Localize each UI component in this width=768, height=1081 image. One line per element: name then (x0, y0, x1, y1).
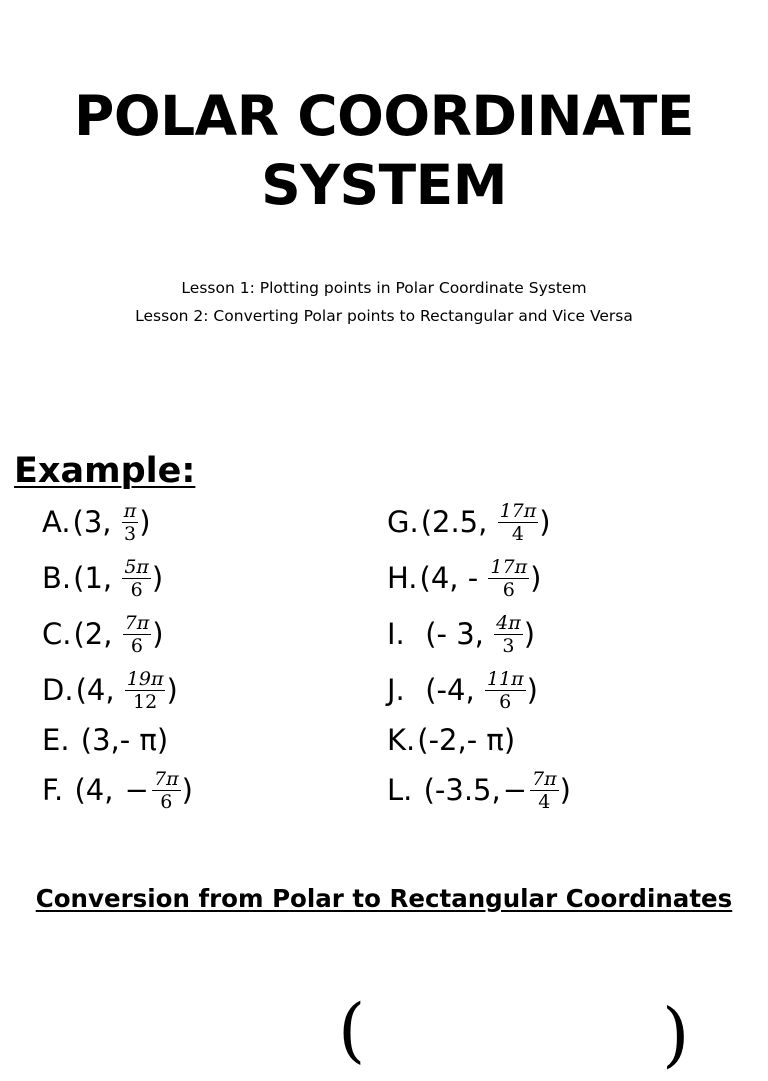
example-item (42, 712, 168, 768)
angle-fraction (152, 769, 181, 812)
fraction-numerator: 4π (496, 611, 521, 634)
example-coordinate-text: (4, - (419, 561, 488, 595)
closing-paren: ) (523, 617, 536, 651)
fraction-numerator: 17π (490, 555, 528, 578)
example-item (387, 662, 538, 718)
fraction-denominator: 12 (133, 690, 158, 713)
example-label: G. (387, 505, 419, 539)
page-title (0, 82, 768, 220)
closing-paren: ) (539, 505, 551, 539)
example-item (42, 762, 193, 818)
example-label: A. (42, 505, 71, 539)
example-coordinate-text: (1, (73, 561, 122, 595)
angle-fraction (494, 613, 523, 656)
example-label: H. (387, 561, 418, 595)
fraction-numerator: 5π (124, 555, 149, 578)
closing-paren: ) (166, 673, 178, 707)
lesson-2-text: Lesson 2: Converting Polar points to Rectangular and Vice Versa (135, 307, 633, 325)
example-label: B. (42, 561, 72, 595)
example-item (387, 494, 551, 550)
angle-fraction (530, 769, 559, 812)
title-line-1: POLAR COORDINATE (74, 84, 694, 148)
closing-paren: ) (559, 773, 571, 807)
fraction-denominator: 6 (130, 634, 143, 657)
fraction-denominator: 4 (511, 522, 524, 545)
example-label: K. (387, 723, 416, 757)
fraction-numerator: 7π (124, 611, 150, 634)
closing-paren: ) (181, 773, 193, 807)
negative-sign: − (124, 773, 149, 807)
angle-fraction (122, 557, 151, 600)
example-item (42, 550, 163, 606)
fraction-denominator: 3 (502, 634, 515, 657)
example-item (387, 606, 535, 662)
example-coordinate-text: (3, (72, 505, 121, 539)
example-coordinate-text: (-4, (406, 673, 484, 707)
angle-fraction (488, 557, 529, 600)
example-item (42, 662, 178, 718)
example-label: F. (42, 773, 64, 807)
angle-fraction (123, 613, 152, 656)
example-coordinate-text: (3,- π) (71, 723, 169, 757)
formula-paren-left: ( (338, 989, 366, 1071)
angle-fraction (122, 501, 139, 544)
fraction-numerator: 7π (153, 767, 179, 790)
fraction-denominator: 6 (499, 690, 512, 713)
fraction-numerator: 11π (486, 667, 524, 690)
example-coordinate-text: (2.5, (420, 505, 497, 539)
closing-paren: ) (530, 561, 542, 595)
example-label: L. (387, 773, 413, 807)
negative-sign: − (502, 773, 528, 807)
example-label: J. (387, 673, 405, 707)
closing-paren: ) (526, 673, 538, 707)
fraction-numerator: 7π (532, 767, 557, 790)
formula-paren-right: ( (662, 999, 690, 1081)
closing-paren: ) (139, 505, 151, 539)
angle-fraction (125, 669, 166, 712)
example-item (387, 762, 571, 818)
angle-fraction (485, 669, 526, 712)
example-coordinate-text: (4, (65, 773, 123, 807)
example-item (387, 550, 541, 606)
fraction-denominator: 4 (538, 790, 551, 813)
example-item (42, 494, 151, 550)
example-item (42, 606, 164, 662)
fraction-numerator: 17π (499, 499, 537, 522)
fraction-numerator: 19π (126, 667, 164, 690)
example-label: D. (42, 673, 74, 707)
closing-paren: ) (152, 617, 164, 651)
example-label: I. (387, 617, 405, 651)
lesson-1-text: Lesson 1: Plotting points in Polar Coordinate System (181, 279, 587, 297)
example-coordinate-text: (2, (73, 617, 122, 651)
fraction-numerator: π (123, 499, 137, 522)
fraction-denominator: 6 (130, 578, 143, 601)
example-coordinate-text: (- 3, (406, 617, 494, 651)
example-coordinate-text: (4, (75, 673, 124, 707)
fraction-denominator: 6 (502, 578, 515, 601)
example-label: E. (42, 723, 70, 757)
conversion-heading: Conversion from Polar to Rectangular Coordinates (35, 884, 733, 913)
example-coordinate-text: (-3.5, (414, 773, 501, 807)
closing-paren: ) (151, 561, 164, 595)
angle-fraction (498, 501, 539, 544)
example-item (387, 712, 515, 768)
fraction-denominator: 3 (123, 522, 137, 545)
example-coordinate-text: (-2,- π) (417, 723, 516, 757)
fraction-denominator: 6 (160, 790, 173, 813)
title-line-2: SYSTEM (261, 153, 507, 217)
example-label: C. (42, 617, 72, 651)
example-heading: Example: (14, 451, 196, 491)
